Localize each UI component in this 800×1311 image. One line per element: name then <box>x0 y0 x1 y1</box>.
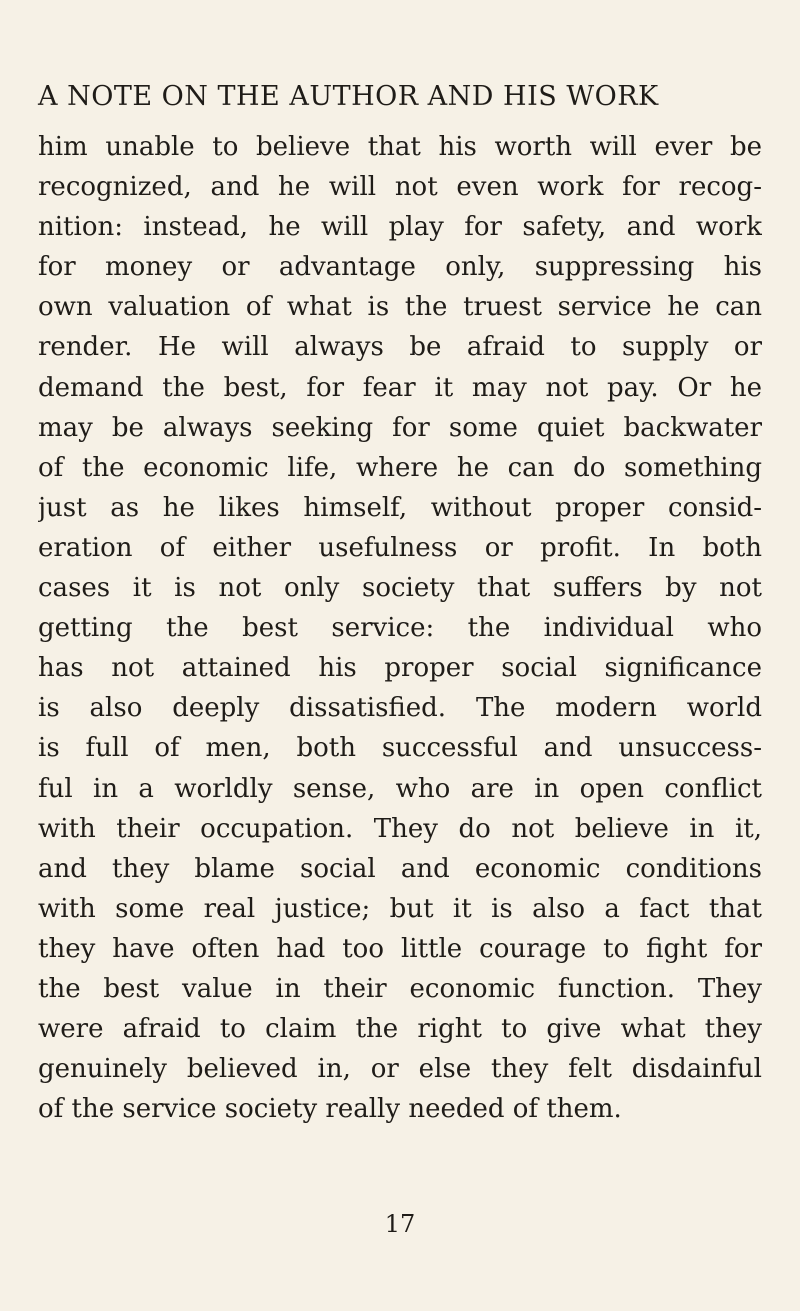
text-line: they have often had too little courage to fight for <box>38 933 762 964</box>
text-line: eration of either usefulness or profit. In both <box>38 532 762 563</box>
text-line: of the service society really needed of them. <box>38 1094 622 1125</box>
text-line: nition: instead, he will play for safety, and work <box>38 212 762 243</box>
text-line: may be always seeking for some quiet backwater <box>38 412 762 443</box>
text-line: getting the best service: the individual who <box>38 613 762 644</box>
text-line: for money or advantage only, suppressing his <box>38 252 762 283</box>
text-line: has not attained his proper social significance <box>38 653 762 684</box>
text-line: genuinely believed in, or else they felt disdainful <box>38 1054 762 1085</box>
text-line: ful in a worldly sense, who are in open conflict <box>38 773 762 804</box>
text-line: with some real justice; but it is also a fact that <box>38 893 762 924</box>
running-head: A NOTE ON THE AUTHOR AND HIS WORK <box>38 81 659 112</box>
text-line: own valuation of what is the truest service he can <box>38 292 762 323</box>
text-line: render. He will always be afraid to supply or <box>38 332 762 363</box>
text-line: the best value in their economic function. They <box>38 973 762 1004</box>
text-line: demand the best, for fear it may not pay. Or he <box>38 372 762 403</box>
text-line: and they blame social and economic conditions <box>38 853 762 884</box>
page-number: 17 <box>384 1210 416 1238</box>
text-line: cases it is not only society that suffers by not <box>38 573 762 604</box>
text-line: of the economic life, where he can do something <box>38 452 762 483</box>
text-line: were afraid to claim the right to give what they <box>38 1014 762 1045</box>
text-line: is full of men, both successful and unsuccess- <box>38 733 762 764</box>
text-line: just as he likes himself, without proper consid- <box>38 492 762 523</box>
text-line: is also deeply dissatisfied. The modern world <box>38 693 762 724</box>
text-line: recognized, and he will not even work for recog- <box>38 172 762 203</box>
text-line: him unable to believe that his worth will ever be <box>38 132 762 162</box>
text-line: with their occupation. They do not believe in it, <box>38 813 762 844</box>
body-text <box>38 127 762 1129</box>
